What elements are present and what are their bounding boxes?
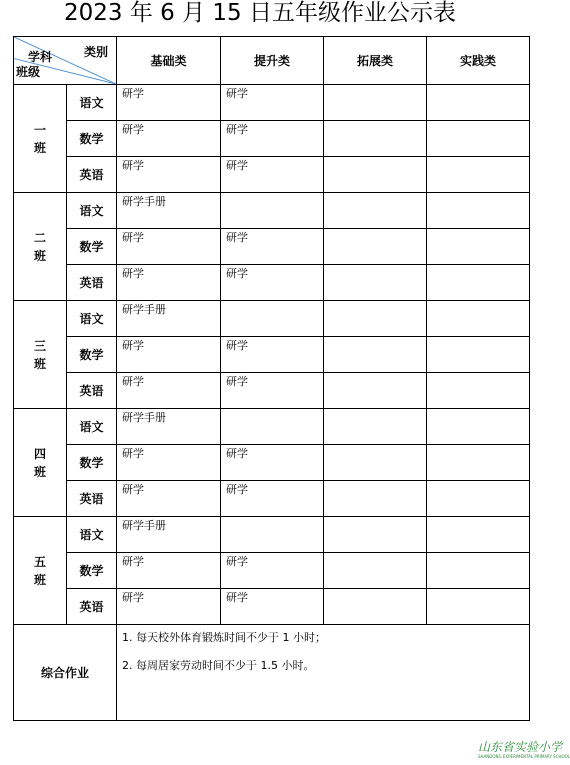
- table-row: [14, 337, 530, 373]
- comprehensive-row: [14, 625, 530, 721]
- table-row: [14, 409, 530, 445]
- table-row: [14, 481, 530, 517]
- homework-text: 研学: [122, 591, 144, 604]
- page-title: 2023 年 6 月 15 日五年级作业公示表: [64, 0, 456, 26]
- homework-text: [427, 337, 529, 339]
- logo-english-text: SHANDONG EXPERIMENTAL PRIMARY SCHOOL: [478, 754, 570, 759]
- table-row: [14, 85, 530, 121]
- homework-cell: [221, 481, 324, 517]
- homework-cell: [117, 517, 221, 553]
- homework-cell: [427, 229, 530, 265]
- homework-cell: [324, 193, 427, 229]
- homework-text: [221, 193, 323, 195]
- homework-text: 研学: [122, 159, 144, 172]
- table-row: [14, 265, 530, 301]
- homework-cell: [427, 121, 530, 157]
- table-row: [14, 229, 530, 265]
- homework-cell: [221, 409, 324, 445]
- homework-text: 研学: [122, 123, 144, 136]
- homework-cell: [427, 445, 530, 481]
- homework-cell: [117, 265, 221, 301]
- class-name-cell: [14, 85, 67, 193]
- homework-text: [221, 517, 323, 519]
- homework-cell: [221, 301, 324, 337]
- homework-cell: [117, 589, 221, 625]
- class-name-cell: [14, 193, 67, 301]
- homework-text: 研学: [122, 483, 144, 496]
- homework-text: 研学: [226, 555, 248, 568]
- homework-cell: [427, 85, 530, 121]
- homework-cell: [324, 85, 427, 121]
- homework-cell: [221, 373, 324, 409]
- homework-cell: [427, 193, 530, 229]
- homework-text: [427, 409, 529, 411]
- homework-cell: [221, 445, 324, 481]
- homework-text: [427, 481, 529, 483]
- homework-text: [324, 85, 426, 87]
- homework-cell: [221, 517, 324, 553]
- homework-text: [427, 265, 529, 267]
- header-corner-cell: [14, 37, 117, 85]
- homework-text: 研学: [226, 231, 248, 244]
- homework-text: [324, 337, 426, 339]
- homework-cell: [427, 373, 530, 409]
- table-row: [14, 553, 530, 589]
- homework-text: 研学手册: [122, 303, 166, 316]
- homework-cell: [427, 481, 530, 517]
- homework-text: [427, 445, 529, 447]
- homework-text: [427, 121, 529, 123]
- homework-text: [427, 517, 529, 519]
- homework-cell: [427, 265, 530, 301]
- category-header-basic: 基础类: [117, 37, 221, 85]
- homework-cell: [221, 589, 324, 625]
- homework-text: [324, 517, 426, 519]
- homework-text: [427, 553, 529, 555]
- homework-text: 研学: [226, 87, 248, 100]
- homework-text: 研学: [122, 375, 144, 388]
- homework-text: [324, 121, 426, 123]
- homework-text: [324, 265, 426, 267]
- homework-text: [324, 409, 426, 411]
- homework-text: 研学: [122, 339, 144, 352]
- homework-text: 研学手册: [122, 519, 166, 532]
- homework-cell: [324, 229, 427, 265]
- homework-text: [427, 157, 529, 159]
- homework-cell: [324, 337, 427, 373]
- homework-text: [324, 553, 426, 555]
- corner-subject-label: 学科: [28, 50, 53, 64]
- homework-text: [324, 589, 426, 591]
- category-header-improve: 提升类: [221, 37, 324, 85]
- homework-cell: [221, 229, 324, 265]
- homework-cell: [117, 157, 221, 193]
- subject-math: 数学: [67, 445, 117, 481]
- homework-cell: [221, 157, 324, 193]
- subject-english: 英语: [67, 373, 117, 409]
- homework-text: 研学: [226, 159, 248, 172]
- subject-chinese: 语文: [67, 193, 117, 229]
- homework-cell: [117, 481, 221, 517]
- homework-text: 研学: [122, 555, 144, 568]
- subject-math: 数学: [67, 229, 117, 265]
- category-header-practice: 实践类: [427, 37, 530, 85]
- class-name-char: 一: [33, 122, 46, 137]
- homework-cell: [117, 553, 221, 589]
- table-row: [14, 301, 530, 337]
- homework-text: [427, 85, 529, 87]
- subject-math: 数学: [67, 121, 117, 157]
- table-row: [14, 121, 530, 157]
- homework-cell: [427, 517, 530, 553]
- class-name-cell: [14, 409, 67, 517]
- table-row: [14, 517, 530, 553]
- homework-text: 研学: [122, 231, 144, 244]
- homework-cell: [221, 265, 324, 301]
- homework-cell: [324, 553, 427, 589]
- homework-cell: [427, 157, 530, 193]
- homework-cell: [117, 229, 221, 265]
- class-name-char: 二: [33, 230, 46, 245]
- table-row: [14, 589, 530, 625]
- homework-cell: [324, 301, 427, 337]
- homework-text: [427, 193, 529, 195]
- table-row: [14, 445, 530, 481]
- homework-table: [13, 36, 530, 721]
- homework-cell: [427, 553, 530, 589]
- class-name-char: 五: [33, 554, 46, 569]
- homework-text: [427, 589, 529, 591]
- homework-text: 研学: [226, 267, 248, 280]
- class-name-char: 班: [33, 356, 46, 371]
- homework-cell: [117, 373, 221, 409]
- homework-cell: [117, 337, 221, 373]
- homework-text: 研学: [226, 483, 248, 496]
- homework-cell: [221, 193, 324, 229]
- homework-text: [427, 301, 529, 303]
- corner-class-label: 班级: [16, 65, 41, 79]
- homework-cell: [427, 337, 530, 373]
- homework-cell: [221, 337, 324, 373]
- class-name-char: 班: [33, 572, 46, 587]
- homework-text: 研学: [226, 447, 248, 460]
- subject-math: 数学: [67, 337, 117, 373]
- table-row: [14, 193, 530, 229]
- homework-cell: [117, 301, 221, 337]
- homework-text: 研学: [122, 267, 144, 280]
- comprehensive-note: 2. 每周居家劳动时间不少于 1.5 小时。: [122, 659, 315, 672]
- homework-cell: [324, 373, 427, 409]
- homework-text: [221, 409, 323, 411]
- homework-cell: [324, 409, 427, 445]
- subject-english: 英语: [67, 589, 117, 625]
- homework-cell: [117, 193, 221, 229]
- homework-cell: [324, 517, 427, 553]
- subject-chinese: 语文: [67, 85, 117, 121]
- comprehensive-note: 1. 每天校外体育锻炼时间不少于 1 小时；: [122, 631, 326, 644]
- homework-text: 研学手册: [122, 195, 166, 208]
- homework-cell: [324, 445, 427, 481]
- homework-text: 研学: [122, 87, 144, 100]
- table-row: [14, 373, 530, 409]
- homework-cell: [117, 121, 221, 157]
- homework-text: [324, 229, 426, 231]
- homework-text: 研学: [226, 375, 248, 388]
- class-name-cell: [14, 517, 67, 625]
- homework-text: [427, 229, 529, 231]
- homework-text: [324, 373, 426, 375]
- homework-cell: [221, 553, 324, 589]
- homework-text: [324, 481, 426, 483]
- homework-cell: [427, 301, 530, 337]
- subject-chinese: 语文: [67, 517, 117, 553]
- homework-cell: [324, 481, 427, 517]
- homework-text: [324, 301, 426, 303]
- homework-cell: [117, 85, 221, 121]
- subject-chinese: 语文: [67, 301, 117, 337]
- class-name-char: 四: [33, 446, 46, 461]
- subject-english: 英语: [67, 157, 117, 193]
- subject-math: 数学: [67, 553, 117, 589]
- homework-cell: [324, 265, 427, 301]
- class-name-char: 班: [33, 464, 46, 479]
- homework-text: 研学: [226, 123, 248, 136]
- category-header-extend: 拓展类: [324, 37, 427, 85]
- homework-text: 研学: [226, 591, 248, 604]
- class-name-char: 三: [33, 338, 46, 353]
- homework-text: [221, 301, 323, 303]
- homework-text: 研学: [122, 447, 144, 460]
- comprehensive-label: 综合作业: [14, 625, 117, 721]
- class-name-char: 班: [33, 140, 46, 155]
- homework-text: [324, 193, 426, 195]
- logo-chinese-text: 山东省实验小学: [478, 740, 563, 754]
- subject-english: 英语: [67, 265, 117, 301]
- homework-text: [324, 445, 426, 447]
- homework-cell: [221, 85, 324, 121]
- subject-english: 英语: [67, 481, 117, 517]
- homework-cell: [221, 121, 324, 157]
- corner-category-label: 类别: [83, 45, 108, 59]
- class-name-char: 班: [33, 248, 46, 263]
- homework-cell: [324, 157, 427, 193]
- homework-text: 研学: [226, 339, 248, 352]
- homework-text: [427, 373, 529, 375]
- homework-cell: [427, 589, 530, 625]
- homework-cell: [324, 121, 427, 157]
- homework-cell: [324, 589, 427, 625]
- homework-text: [324, 157, 426, 159]
- school-logo: [478, 741, 570, 765]
- header-row: [14, 37, 530, 85]
- subject-chinese: 语文: [67, 409, 117, 445]
- class-name-cell: [14, 301, 67, 409]
- homework-cell: [117, 445, 221, 481]
- comprehensive-notes: [117, 625, 530, 721]
- homework-cell: [427, 409, 530, 445]
- table-row: [14, 157, 530, 193]
- homework-cell: [117, 409, 221, 445]
- homework-text: 研学手册: [122, 411, 166, 424]
